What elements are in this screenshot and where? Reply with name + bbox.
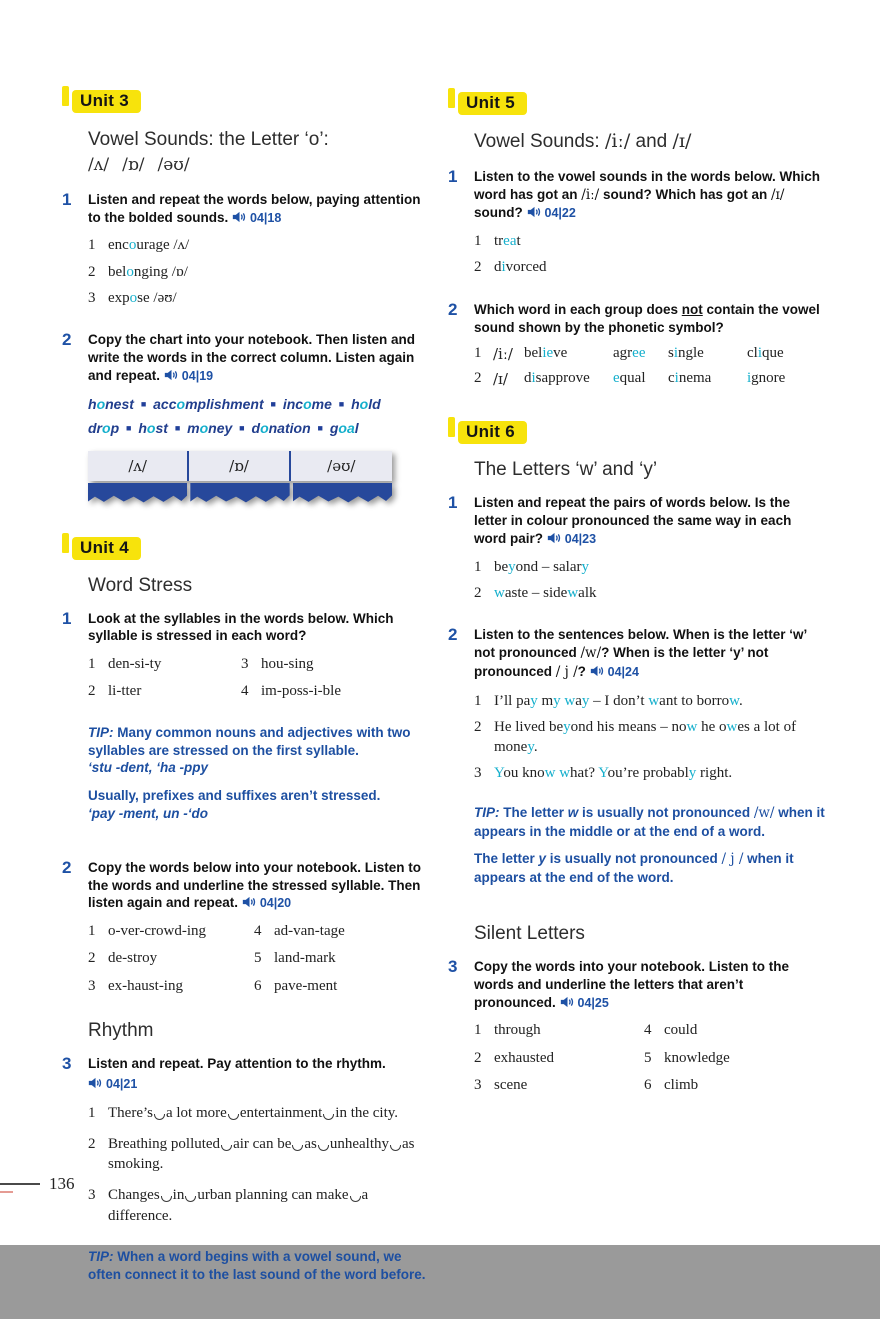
tip-text: Usually, prefixes and suffixes aren’t stressed. — [88, 788, 381, 804]
list-item — [88, 1103, 434, 1123]
word-list — [88, 235, 434, 308]
unit-4-badge: Unit 4 — [72, 537, 141, 560]
item-number: 1 — [474, 1022, 482, 1039]
item-number: 2 — [474, 370, 482, 387]
chart-torn-edge-band — [88, 483, 392, 505]
exercise-body — [474, 958, 826, 1102]
list-item — [474, 1075, 636, 1095]
audio-track-label — [242, 896, 291, 910]
item-text: beyond – salary — [494, 558, 589, 575]
audio-track-label — [527, 206, 576, 220]
item-text: ad-van-tage — [274, 923, 345, 940]
list-item — [474, 257, 826, 277]
list-item — [254, 948, 434, 968]
section-heading-word-stress: Word Stress — [88, 574, 193, 596]
phoneme-word-row — [474, 345, 826, 363]
list-item — [644, 1048, 826, 1068]
list-item — [241, 654, 434, 674]
right-column — [448, 92, 826, 1119]
list-item — [474, 717, 826, 758]
unit-4-header — [62, 537, 434, 560]
exercise-number: 1 — [448, 493, 458, 513]
unit-6-header — [448, 421, 826, 444]
unit-3-section — [62, 90, 434, 513]
word-bank-line: drop ■ host ■ money ■ donation ■ goal — [88, 419, 359, 436]
tip-paragraph — [474, 804, 826, 841]
item-text: treat — [494, 233, 521, 250]
item-text: scene — [494, 1076, 528, 1093]
chart-column-header: /ʌ/ — [88, 451, 189, 481]
item-number: 3 — [241, 656, 249, 673]
item-number: 3 — [474, 1076, 482, 1093]
item-text: Breathing polluted air can be as unhealthy as smoking. — [108, 1135, 415, 1173]
item-number: 3 — [88, 289, 96, 306]
item-number: 4 — [644, 1022, 652, 1039]
item-number: 1 — [474, 558, 482, 575]
unit-3-title: Vowel Sounds: the Letter ‘o’: — [88, 129, 329, 150]
speaker-icon — [88, 1077, 103, 1089]
badge-tab-decoration — [448, 417, 455, 437]
unit-5-header — [448, 92, 826, 115]
exercise-body — [88, 1055, 434, 1303]
audio-track-number: 04|19 — [181, 368, 214, 383]
item-text: pave-ment — [274, 977, 338, 994]
list-item — [474, 691, 826, 711]
item-text: expose /əʊ/ — [108, 289, 177, 306]
item-number: 1 — [474, 345, 482, 362]
chart-band-segment — [190, 483, 289, 505]
item-number: 1 — [88, 237, 96, 254]
item-number: 2 — [88, 950, 96, 967]
word-option: equal — [613, 370, 646, 387]
word-list — [88, 654, 434, 709]
exercise-instruction: Listen and repeat. Pay attention to the rhythm. — [88, 1055, 386, 1071]
list-item — [474, 557, 826, 577]
exercise-instruction: Look at the syllables in the words below. Which syllable is stressed in each word? — [88, 610, 394, 644]
exercise-number: 2 — [62, 857, 72, 877]
instruction-text: Listen to the sentences below. When is the letter ‘w’ not pronounced /w/? When is the letter ‘y’ not pronounced / j /? — [474, 627, 807, 680]
list-item — [88, 921, 246, 941]
list-item — [88, 262, 434, 282]
unit-6-section — [448, 421, 826, 1102]
item-number: 2 — [88, 683, 96, 700]
tip-example: ‘stu -dent, ‘ha -ppy — [88, 760, 208, 776]
word-list — [474, 231, 826, 278]
item-number: 1 — [88, 656, 96, 673]
item-number: 2 — [474, 718, 482, 735]
item-text: I’ll pay my way – I don’t want to borrow. — [494, 692, 743, 709]
exercise-u4-1 — [62, 610, 434, 842]
exercise-body — [88, 331, 434, 512]
list-item — [474, 763, 826, 783]
exercise-body — [474, 494, 826, 609]
sentence-list — [474, 691, 826, 784]
word-option: agree — [613, 345, 646, 362]
exercise-body — [88, 191, 434, 314]
badge-tab-decoration — [62, 86, 69, 106]
list-item — [88, 976, 246, 996]
exercise-instruction — [474, 958, 826, 1011]
item-text: li-tter — [108, 683, 142, 700]
instruction-text: Listen and repeat the pairs of words below. Is the letter in colour pronounced the same way in each word pair? — [474, 495, 792, 546]
unit-5-badge: Unit 5 — [458, 92, 527, 115]
item-text: ex-haust-ing — [108, 977, 183, 994]
word-option: cinema — [668, 370, 712, 387]
audio-track-number: 04|21 — [106, 1076, 138, 1091]
chart-header-row — [88, 451, 392, 481]
item-text: Changes in urban planning can make a difference. — [108, 1187, 369, 1224]
item-number: 6 — [254, 977, 262, 994]
word-option: disapprove — [524, 370, 590, 387]
audio-track-number: 04|18 — [250, 210, 282, 225]
exercise-u6-2 — [448, 626, 826, 906]
word-option: believe — [524, 345, 568, 362]
exercise-number: 1 — [448, 166, 458, 186]
item-number: 1 — [88, 1104, 96, 1121]
item-text: im-poss-i-ble — [261, 683, 341, 700]
unit-4-section — [62, 537, 434, 1303]
tip-box — [474, 804, 826, 887]
item-text: de-stroy — [108, 950, 158, 967]
item-text: climb — [664, 1076, 699, 1093]
item-text: belonging /ɒ/ — [108, 263, 188, 280]
exercise-number: 3 — [62, 1053, 72, 1073]
item-number: 1 — [474, 233, 482, 250]
tip-paragraph — [474, 850, 826, 887]
word-list — [88, 921, 434, 1003]
exercise-instruction — [88, 331, 434, 384]
exercise-number: 2 — [448, 625, 458, 645]
item-number: 4 — [254, 923, 262, 940]
exercise-u3-1 — [62, 191, 434, 314]
tip-text: Many common nouns and adjectives with two syllables are stressed on the first syllable. — [88, 724, 411, 758]
list-item — [88, 1185, 434, 1226]
phoneme-word-row — [474, 370, 826, 388]
item-number: 1 — [474, 692, 482, 709]
word-option: ignore — [747, 370, 786, 387]
exercise-u4-2 — [62, 859, 434, 1003]
audio-track-number: 04|24 — [607, 664, 639, 679]
exercise-u5-2 — [448, 301, 826, 396]
exercise-body — [474, 168, 826, 284]
item-text: You know what? You’re probably right. — [494, 765, 733, 782]
exercise-u3-2 — [62, 331, 434, 512]
word-option: single — [668, 345, 704, 362]
sentence-list — [88, 1103, 434, 1226]
badge-tab-decoration — [62, 533, 69, 553]
unit-5-section — [448, 92, 826, 395]
item-number: 2 — [474, 1049, 482, 1066]
item-number: 3 — [474, 765, 482, 782]
instruction-text: Listen and repeat the words below, paying attention to the bolded sounds. — [88, 191, 421, 225]
list-item — [644, 1020, 826, 1040]
item-text: through — [494, 1022, 541, 1039]
exercise-u6-3 — [448, 958, 826, 1102]
speaker-icon — [527, 206, 542, 218]
speaker-icon — [560, 996, 575, 1008]
exercise-number: 3 — [448, 956, 458, 976]
exercise-body — [88, 610, 434, 842]
item-number: 2 — [88, 1135, 96, 1152]
exercise-u5-1 — [448, 168, 826, 284]
list-item — [241, 681, 434, 701]
audio-track-label — [164, 369, 213, 383]
exercise-instruction — [88, 859, 434, 912]
unit-3-badge: Unit 3 — [72, 90, 141, 113]
speaker-icon — [590, 665, 605, 677]
instruction-text: Copy the chart into your notebook. Then listen and write the words in the correct column. Listen again and repeat. — [88, 332, 416, 383]
list-item — [88, 948, 246, 968]
speaker-icon — [164, 369, 179, 381]
section-heading-silent-letters: Silent Letters — [474, 922, 585, 944]
tip-label: TIP: — [88, 1248, 114, 1264]
item-number: 6 — [644, 1076, 652, 1093]
tip-text: The letter y is usually not pronounced / j / when it appears at the end of the word. — [474, 851, 794, 886]
list-item — [474, 231, 826, 251]
list-item — [88, 1134, 434, 1175]
item-text: land-mark — [274, 950, 336, 967]
item-text: o-ver-crowd-ing — [108, 923, 206, 940]
item-text: waste – sidewalk — [494, 585, 597, 601]
exercise-instruction — [474, 494, 826, 547]
speaker-icon — [242, 896, 257, 908]
list-item — [88, 288, 434, 308]
item-number: 5 — [254, 950, 262, 967]
tip-text: The letter w is usually not pronounced /w/ when it appears in the middle or at the end of a word. — [474, 804, 825, 839]
tip-label: TIP: — [474, 804, 500, 820]
list-item — [254, 976, 434, 996]
list-item — [88, 681, 233, 701]
chart-band-segment — [293, 483, 392, 505]
badge-tab-decoration — [448, 88, 455, 108]
footer-rule — [0, 1183, 40, 1185]
audio-track-number: 04|20 — [259, 896, 292, 911]
phonetic-symbol: /iː/ — [493, 345, 513, 364]
audio-track-label — [590, 665, 639, 679]
item-number: 1 — [88, 923, 96, 940]
item-number: 2 — [474, 585, 482, 601]
left-column — [62, 90, 434, 1319]
exercise-number: 1 — [62, 608, 72, 628]
exercise-number: 2 — [448, 299, 458, 319]
section-heading-rhythm: Rhythm — [88, 1019, 154, 1041]
list-item — [88, 235, 434, 255]
item-number: 2 — [474, 259, 482, 276]
exercise-instruction — [474, 168, 826, 222]
item-number: 5 — [644, 1049, 652, 1066]
item-text: den-si-ty — [108, 656, 162, 673]
list-item — [474, 1020, 636, 1040]
exercise-u6-1 — [448, 494, 826, 609]
item-number: 4 — [241, 683, 249, 700]
item-text: divorced — [494, 259, 547, 276]
exercise-body — [474, 301, 826, 396]
exercise-u4-3 — [62, 1055, 434, 1303]
exercise-number: 2 — [62, 330, 72, 350]
audio-track-label — [232, 211, 281, 225]
tip-text: When a word begins with a vowel sound, we often connect it to the last sound of the word before. — [88, 1248, 426, 1282]
tip-box — [88, 724, 434, 823]
list-item — [474, 583, 826, 603]
page-number: 136 — [49, 1174, 75, 1193]
audio-track-number: 04|23 — [564, 531, 597, 546]
tip-paragraph — [88, 724, 434, 777]
instruction-text: Copy the words below into your notebook. Listen to the words and underline the stressed syllable. Then listen again and repeat. — [88, 859, 421, 911]
audio-track-label — [560, 996, 609, 1010]
unit-5-title: Vowel Sounds: /iː/ and /ɪ/ — [474, 130, 692, 152]
instruction-text: Copy the words into your notebook. Listen to the words and underline the letters that aren’t pronounced. — [474, 958, 789, 1010]
instruction-text: Listen to the vowel sounds in the words below. Which word has got an /iː/ sound? Which has got an /ɪ/ sound? — [474, 168, 821, 221]
phonetic-sorting-chart — [88, 451, 392, 505]
item-number: 3 — [88, 1187, 96, 1204]
exercise-body — [88, 859, 434, 1003]
tip-paragraph — [88, 787, 434, 823]
item-number: 2 — [88, 263, 96, 280]
word-pair-list — [474, 557, 826, 604]
tip-example: ‘pay -ment, un -‘do — [88, 805, 208, 821]
tip-paragraph — [88, 1248, 434, 1284]
chart-band-segment — [88, 483, 187, 505]
audio-line — [88, 1075, 434, 1093]
chart-column-header: /ɒ/ — [189, 451, 290, 481]
unit-6-badge: Unit 6 — [458, 421, 527, 444]
exercise-body — [474, 626, 826, 906]
exercise-instruction — [474, 626, 826, 681]
exercise-instruction — [88, 191, 434, 227]
item-text: knowledge — [664, 1049, 730, 1066]
list-item — [254, 921, 434, 941]
item-text: exhausted — [494, 1049, 554, 1066]
item-text: He lived beyond his means – now he owes a lot of money. — [494, 718, 797, 756]
section-heading-letters-w-y: The Letters ‘w’ and ‘y’ — [474, 459, 658, 481]
list-item — [644, 1075, 826, 1095]
tip-box — [88, 1248, 434, 1284]
footer-red-mark — [0, 1191, 13, 1193]
word-option: clique — [747, 345, 784, 362]
exercise-number: 1 — [62, 189, 72, 209]
list-item — [474, 1048, 636, 1068]
word-bank-line: honest ■ accomplishment ■ income ■ hold — [88, 395, 381, 412]
unit-3-header — [62, 90, 434, 113]
item-text: could — [664, 1022, 698, 1039]
speaker-icon — [232, 211, 247, 223]
item-text: encourage /ʌ/ — [108, 237, 190, 254]
exercise-instruction: Which word in each group does not contain the vowel sound shown by the phonetic symbol? — [474, 301, 820, 335]
speaker-icon — [547, 532, 562, 544]
list-item — [88, 654, 233, 674]
phonetic-symbol: /ɪ/ — [493, 370, 508, 389]
item-text: hou-sing — [261, 656, 314, 673]
unit-3-phonetic-subtitle: /ʌ/ /ɒ/ /əʊ/ — [88, 154, 190, 175]
audio-track-label — [88, 1077, 137, 1091]
audio-track-number: 04|25 — [577, 995, 609, 1010]
item-number: 3 — [88, 977, 96, 994]
audio-track-label — [547, 532, 596, 546]
chart-column-header: /əʊ/ — [327, 456, 356, 475]
tip-label: TIP: — [88, 724, 114, 740]
audio-track-number: 04|22 — [544, 206, 576, 221]
item-text: There’s a lot more entertainment in the city. — [108, 1104, 399, 1121]
word-list — [474, 1020, 826, 1102]
